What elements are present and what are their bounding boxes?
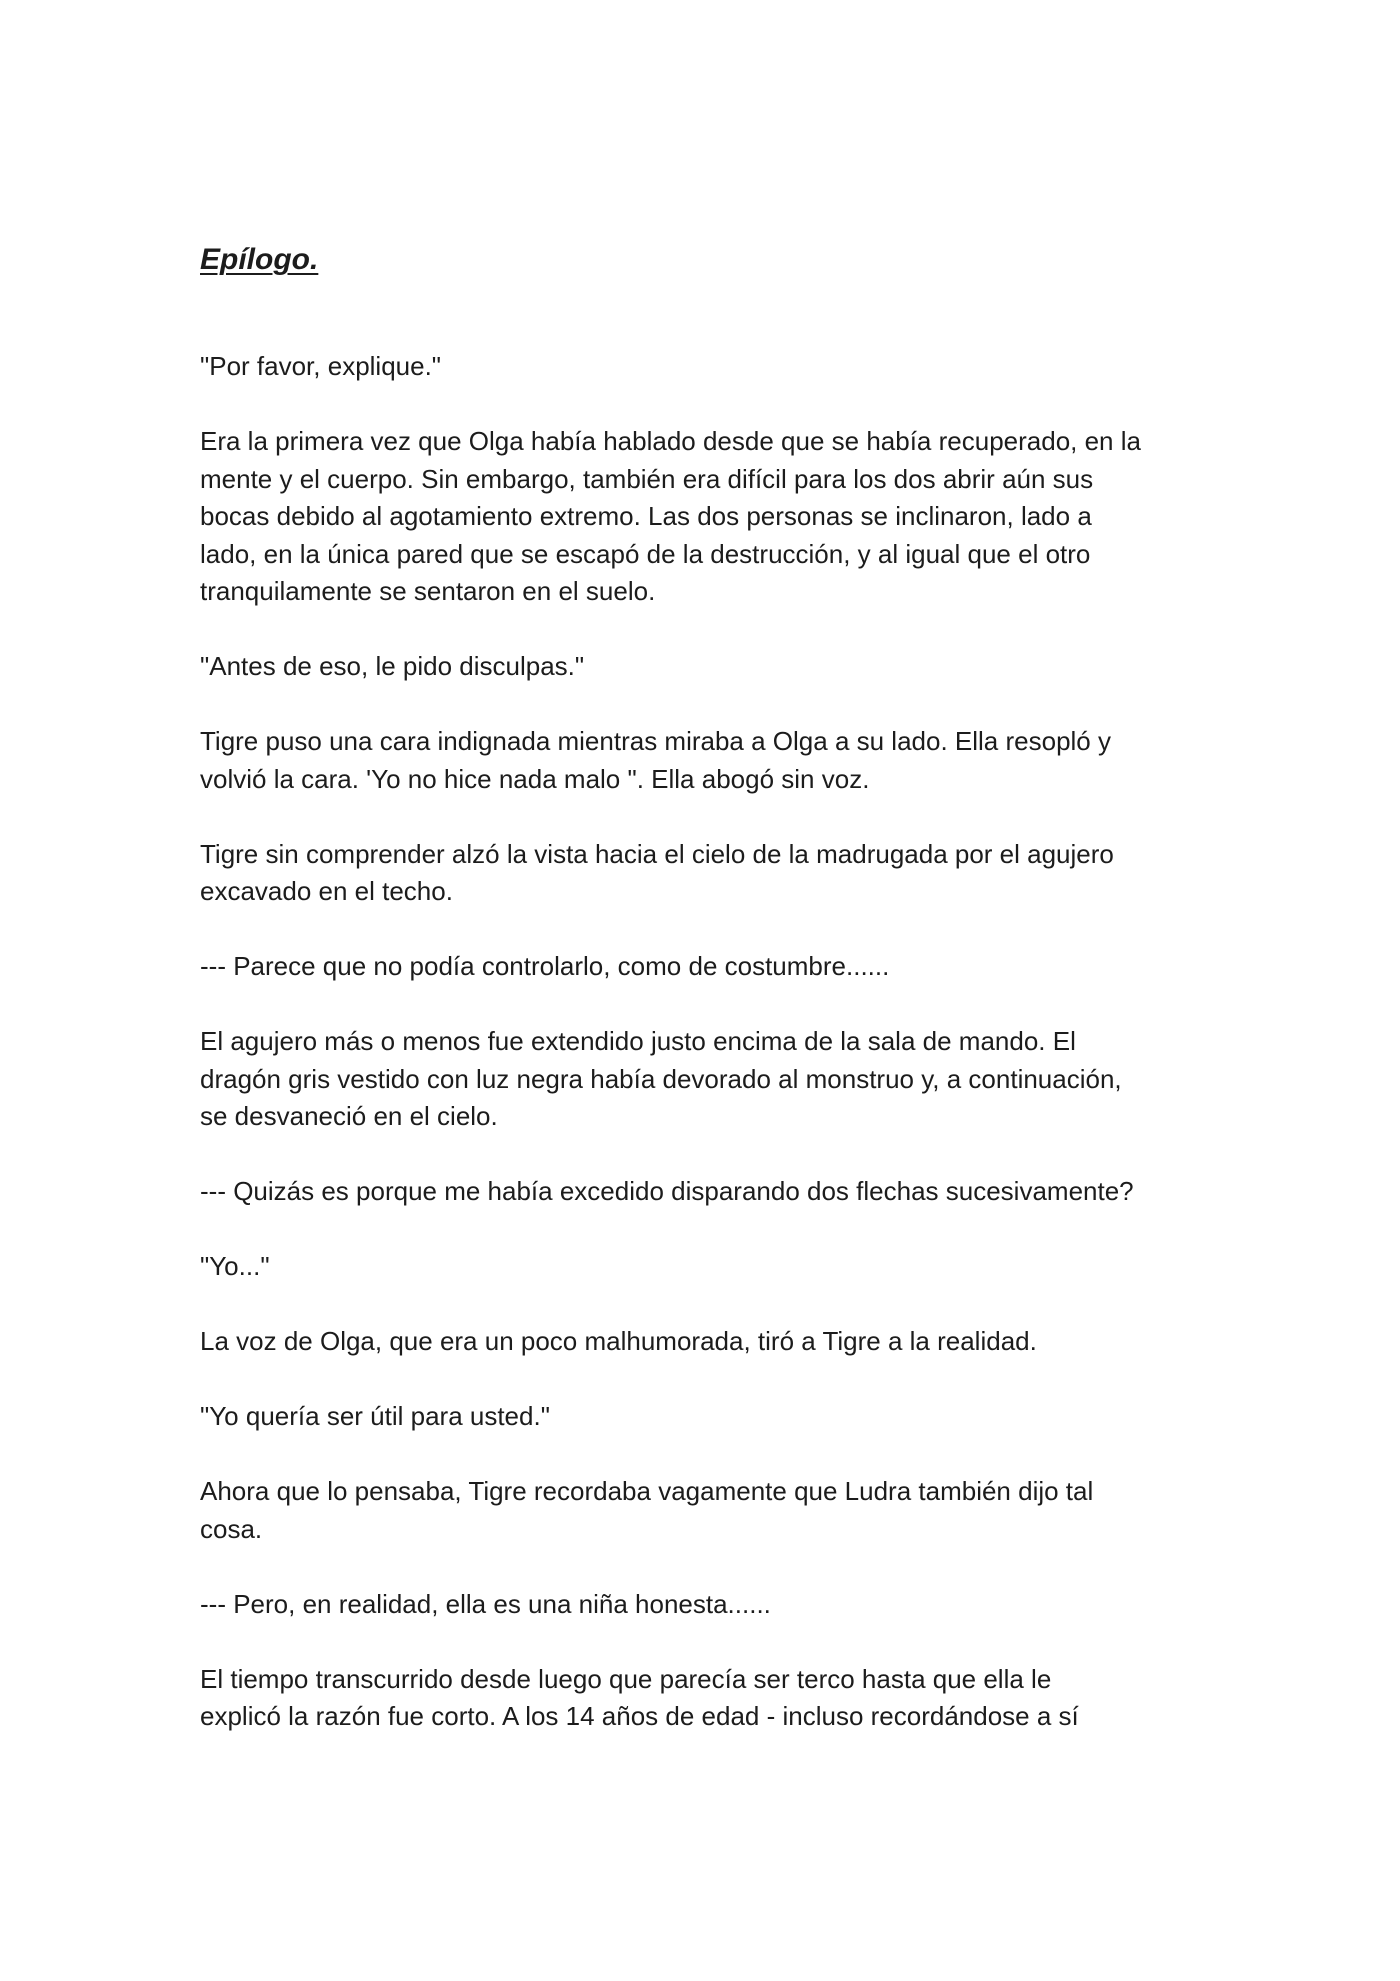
text-line: --- Quizás es porque me había excedido disparando dos flechas sucesivamente? [200,1176,1134,1206]
text-line: Era la primera vez que Olga había hablado desde que se había recuperado, en la [200,426,1141,456]
paragraph [200,648,1200,686]
text-line: Ahora que lo pensaba, Tigre recordaba vagamente que Ludra también dijo tal [200,1476,1094,1506]
text-line: El agujero más o menos fue extendido justo encima de la sala de mando. El [200,1026,1076,1056]
text-line: se desvaneció en el cielo. [200,1101,498,1131]
text-line: mente y el cuerpo. Sin embargo, también era difícil para los dos abrir aún sus [200,463,1094,494]
paragraph [200,1323,1200,1361]
document-body [200,238,1200,1773]
paragraph [200,1398,1200,1436]
text-line: "Por favor, explique." [200,351,442,381]
text-line: volvió la cara. 'Yo no hice nada malo ". Ella abogó sin voz. [200,763,870,794]
text-line: excavado en el techo. [200,876,453,906]
text-line: La voz de Olga, que era un poco malhumorada, tiró a Tigre a la realidad. [200,1326,1037,1356]
text-line: bocas debido al agotamiento extremo. Las dos personas se inclinaron, lado a [200,501,1092,531]
paragraph [200,1473,1200,1548]
paragraph [200,836,1200,911]
text-line: Tigre sin comprender alzó la vista hacia el cielo de la madrugada por el agujero [200,838,1114,869]
paragraph [200,948,1200,986]
text-line: "Yo..." [200,1251,270,1281]
text-line: explicó la razón fue corto. A los 14 años de edad - incluso recordándose a sí [200,1701,1079,1731]
text-line: dragón gris vestido con luz negra había devorado al monstruo y, a continuación, [200,1063,1122,1094]
text-line: "Antes de eso, le pido disculpas." [200,651,585,681]
paragraph [200,1248,1200,1286]
text-line: "Yo quería ser útil para usted." [200,1401,550,1431]
text-line: Tigre puso una cara indignada mientras miraba a Olga a su lado. Ella resopló y [200,726,1111,756]
text-line: --- Pero, en realidad, ella es una niña honesta...... [200,1588,771,1619]
text-line: lado, en la única pared que se escapó de la destrucción, y al igual que el otro [200,538,1091,569]
paragraph [200,1586,1200,1624]
paragraph [200,1661,1200,1736]
paragraph [200,1173,1200,1211]
text-line: El tiempo transcurrido desde luego que parecía ser terco hasta que ella le [200,1663,1052,1694]
text-line: cosa. [200,1513,263,1544]
text-line: tranquilamente se sentaron en el suelo. [200,576,656,606]
paragraph-list [200,348,1200,1736]
chapter-title: Epílogo. [200,243,319,276]
paragraph [200,723,1200,798]
paragraph [200,1023,1200,1136]
paragraph [200,348,1200,386]
text-line: --- Parece que no podía controlarlo, como de costumbre...... [200,951,890,981]
paragraph [200,423,1200,611]
